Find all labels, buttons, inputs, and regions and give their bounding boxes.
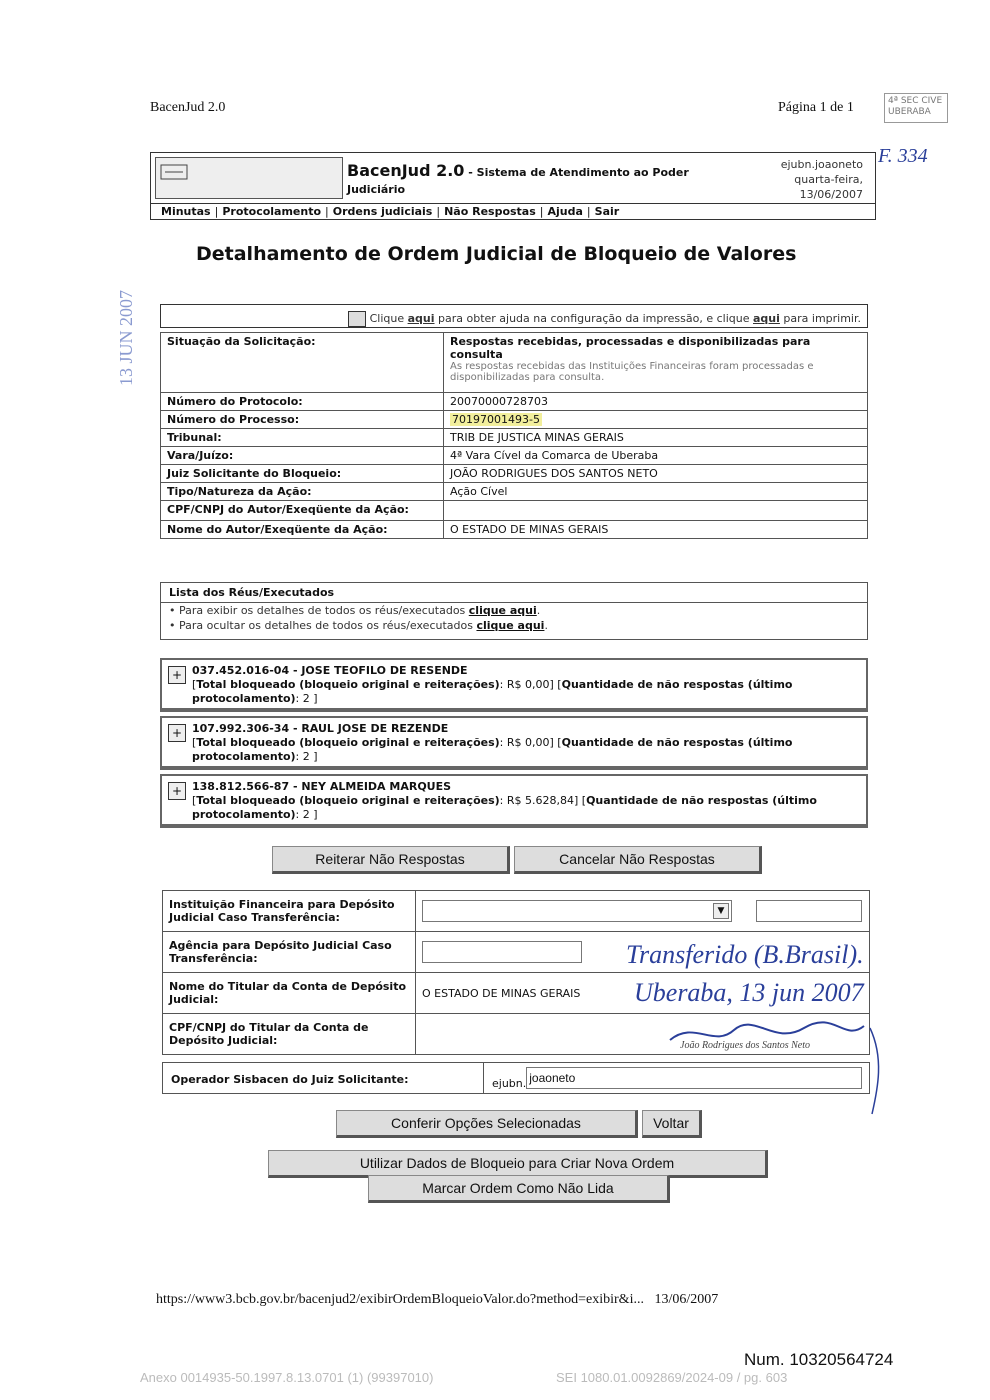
total-label: Total bloqueado (bloqueio original e reiterações)	[196, 736, 500, 749]
total-value: R$ 5.628,84	[506, 794, 574, 807]
expand-button[interactable]: +	[168, 666, 186, 684]
reus-list-title: Lista dos Réus/Executados	[161, 583, 867, 603]
nav-minutas[interactable]: Minutas	[161, 205, 211, 218]
nav-sair[interactable]: Sair	[594, 205, 620, 218]
nav-nao-respostas[interactable]: Não Respostas	[444, 205, 536, 218]
cpf-titular-label: CPF/CNPJ do Titular da Conta de Depósito Judicial:	[163, 1014, 416, 1055]
print-header-title: BacenJud 2.0	[150, 100, 226, 115]
nav-ajuda[interactable]: Ajuda	[547, 205, 583, 218]
expand-button[interactable]: +	[168, 724, 186, 742]
reu-entry	[160, 774, 868, 828]
cancelar-button[interactable]: Cancelar Não Respostas	[514, 846, 762, 874]
reu-details: [Total bloqueado (bloqueio original e reiterações): R$ 0,00] [Quantidade de não respostas (último protocolamento): 2 ]	[192, 678, 793, 705]
tipo-value: Ação Cível	[444, 483, 868, 501]
row-label: Número do Processo:	[161, 411, 444, 429]
reu-name: 138.812.566-87 - NEY ALMEIDA MARQUES	[192, 780, 452, 793]
user-login: ejubn.joaoneto	[780, 158, 863, 171]
table-row	[163, 891, 870, 932]
nav-protocolamento[interactable]: Protocolamento	[222, 205, 322, 218]
print-link[interactable]: aqui	[753, 312, 780, 325]
help-text-2: para obter ajuda na configuração da impressão, e clique	[434, 312, 753, 325]
row-label: Nome do Autor/Exeqüente da Ação:	[161, 521, 444, 539]
table-row	[161, 447, 868, 465]
total-label: Total bloqueado (bloqueio original e reiterações)	[196, 678, 500, 691]
qtd-label: Quantidade de não respostas (último protocolamento)	[192, 678, 793, 705]
protocolo-value: 20070000728703	[444, 393, 868, 411]
print-icon[interactable]	[348, 311, 366, 327]
table-row	[161, 521, 868, 539]
titular-value: O ESTADO DE MINAS GERAIS	[416, 973, 870, 1014]
row-label: Juiz Solicitante do Bloqueio:	[161, 465, 444, 483]
court-stamp	[884, 93, 948, 123]
agencia-input[interactable]	[422, 941, 582, 963]
nav-separator: |	[586, 205, 591, 218]
table-row	[161, 483, 868, 501]
table-row	[161, 393, 868, 411]
app-title-suffix: - Sistema de Atendimento ao Poder	[464, 166, 689, 179]
total-value: R$ 0,00	[506, 678, 550, 691]
stamp-line-2: UBERABA	[888, 107, 931, 117]
app-header	[150, 152, 876, 220]
signature-scribble	[664, 1018, 884, 1118]
nav-separator: |	[325, 205, 329, 218]
help-link[interactable]: aqui	[407, 312, 435, 325]
print-footer	[156, 1292, 718, 1308]
row-label: Número do Protocolo:	[161, 393, 444, 411]
operador-prefix: ejubn.	[492, 1077, 527, 1090]
bank-logo-icon	[160, 162, 190, 182]
inst-cell	[416, 891, 870, 932]
order-details-table	[160, 332, 868, 539]
processo-cell	[444, 411, 868, 429]
situacao-note: As respostas recebidas das Instituições Financeiras foram processadas e disponibilizadas para consulta.	[450, 361, 814, 383]
folio-number: F. 334	[878, 145, 928, 167]
titular-label: Nome do Titular da Conta de Depósito Judicial:	[163, 973, 416, 1014]
date-stamp-text: 13 JUN 2007	[116, 289, 136, 386]
autor-value: O ESTADO DE MINAS GERAIS	[444, 521, 868, 539]
app-title-text: BacenJud 2.0	[347, 161, 465, 180]
sei-reference: SEI 1080.01.0092869/2024-09 / pg. 603	[556, 1370, 788, 1385]
institution-select[interactable]	[422, 900, 732, 922]
reu-entry	[160, 716, 868, 770]
reus-list-panel	[160, 582, 868, 640]
hide-all-text: • Para ocultar os detalhes de todos os réus/executados	[169, 619, 477, 632]
qtd-label: Quantidade de não respostas (último protocolamento)	[192, 736, 793, 763]
reiterar-button[interactable]: Reiterar Não Respostas	[272, 846, 510, 874]
agencia-label: Agência para Depósito Judicial Caso Transferência:	[163, 932, 416, 973]
reu-details: [Total bloqueado (bloqueio original e reiterações): R$ 0,00] [Quantidade de não respostas (último protocolamento): 2 ]	[192, 736, 793, 763]
reu-name: 107.992.306-34 - RAUL JOSE DE REZENDE	[192, 722, 449, 735]
page-url: https://www3.bcb.gov.br/bacenjud2/exibirOrdemBloqueioValor.do?method=exibir&i...	[156, 1292, 644, 1307]
qtd-value: 2	[302, 808, 310, 821]
date-stamp	[104, 268, 144, 388]
nova-ordem-button[interactable]: Utilizar Dados de Bloqueio para Criar Nova Ordem	[268, 1150, 768, 1178]
stamp-line-1: 4ª SEC CIVE	[888, 96, 943, 106]
row-label: Tribunal:	[161, 429, 444, 447]
qtd-value: 2	[302, 750, 310, 763]
handwritten-date: Uberaba, 13 jun 2007	[634, 978, 864, 1007]
conferir-button[interactable]: Conferir Opções Selecionadas	[336, 1110, 638, 1138]
cpf-autor-value	[444, 501, 868, 521]
chevron-down-icon[interactable]: ▼	[713, 903, 729, 919]
app-subtitle: Judiciário	[347, 183, 406, 196]
voltar-button[interactable]: Voltar	[642, 1110, 702, 1138]
total-label: Total bloqueado (bloqueio original e reiterações)	[196, 794, 500, 807]
show-all-text: • Para exibir os detalhes de todos os réus/executados	[169, 604, 469, 617]
reu-name: 037.452.016-04 - JOSE TEOFILO DE RESENDE	[192, 664, 468, 677]
situacao-label: Situação da Solicitação:	[161, 333, 444, 393]
nav-separator: |	[436, 205, 441, 218]
hide-all-line: • Para ocultar os detalhes de todos os réus/executados clique aqui.	[169, 619, 548, 632]
print-date: 13/06/2007	[654, 1292, 719, 1307]
signature-name: João Rodrigues dos Santos Neto	[680, 1040, 810, 1051]
institution-code-input[interactable]	[756, 900, 862, 922]
hide-all-link[interactable]: clique aqui	[476, 619, 545, 632]
table-row	[161, 501, 868, 521]
reu-details: [Total bloqueado (bloqueio original e reiterações): R$ 5.628,84] [Quantidade de não respostas (último protocolamento): 2 ]	[192, 794, 817, 821]
row-label: Tipo/Natureza da Ação:	[161, 483, 444, 501]
help-text-1: Clique	[369, 312, 408, 325]
show-all-link[interactable]: clique aqui	[468, 604, 537, 617]
juiz-value: JOÃO RODRIGUES DOS SANTOS NETO	[444, 465, 868, 483]
row-label: Vara/Juízo:	[161, 447, 444, 465]
reu-entry	[160, 658, 868, 712]
print-help-bar	[160, 304, 868, 328]
operador-input[interactable]: joaoneto	[526, 1067, 862, 1089]
tribunal-value: TRIB DE JUSTICA MINAS GERAIS	[444, 429, 868, 447]
situacao-value: Respostas recebidas, processadas e disponibilizadas para consulta	[450, 335, 811, 361]
nav-ordens-judiciais[interactable]: Ordens judiciais	[332, 205, 433, 218]
total-value: R$ 0,00	[506, 736, 550, 749]
nav-separator: |	[214, 205, 219, 218]
row-label: CPF/CNPJ do Autor/Exeqüente da Ação:	[161, 501, 444, 521]
table-row	[161, 429, 868, 447]
page-title: Detalhamento de Ordem Judicial de Bloqueio de Valores	[196, 243, 797, 265]
document-number: Num. 10320564724	[744, 1350, 894, 1369]
table-row	[161, 465, 868, 483]
table-row	[161, 411, 868, 429]
help-text-3: para imprimir.	[779, 312, 861, 325]
app-title	[347, 161, 689, 180]
inst-label: Instituição Financeira para Depósito Judicial Caso Transferência:	[163, 891, 416, 932]
expand-button[interactable]: +	[168, 782, 186, 800]
operador-label: Operador Sisbacen do Juiz Solicitante:	[171, 1073, 409, 1086]
qtd-value: 2	[302, 692, 310, 705]
table-row	[161, 333, 868, 393]
marcar-nao-lida-button[interactable]: Marcar Ordem Como Não Lida	[368, 1175, 670, 1203]
user-info	[781, 157, 863, 202]
show-all-line: • Para exibir os detalhes de todos os réus/executados clique aqui.	[169, 604, 541, 617]
vara-value: 4ª Vara Cível da Comarca de Uberaba	[444, 447, 868, 465]
handwritten-note: Transferido (B.Brasil).	[626, 940, 864, 969]
bank-logo	[155, 157, 343, 199]
weekday: quarta-feira,	[794, 173, 863, 186]
print-page-number: Página 1 de 1	[778, 100, 854, 115]
nav-separator: |	[539, 205, 544, 218]
processo-value: 70197001493-5	[452, 413, 540, 426]
main-nav	[151, 203, 875, 220]
qtd-label: Quantidade de não respostas (último protocolamento)	[192, 794, 817, 821]
annex-reference: Anexo 0014935-50.1997.8.13.0701 (1) (99397010)	[140, 1370, 434, 1385]
current-date: 13/06/2007	[799, 188, 863, 201]
situacao-cell	[444, 333, 868, 393]
